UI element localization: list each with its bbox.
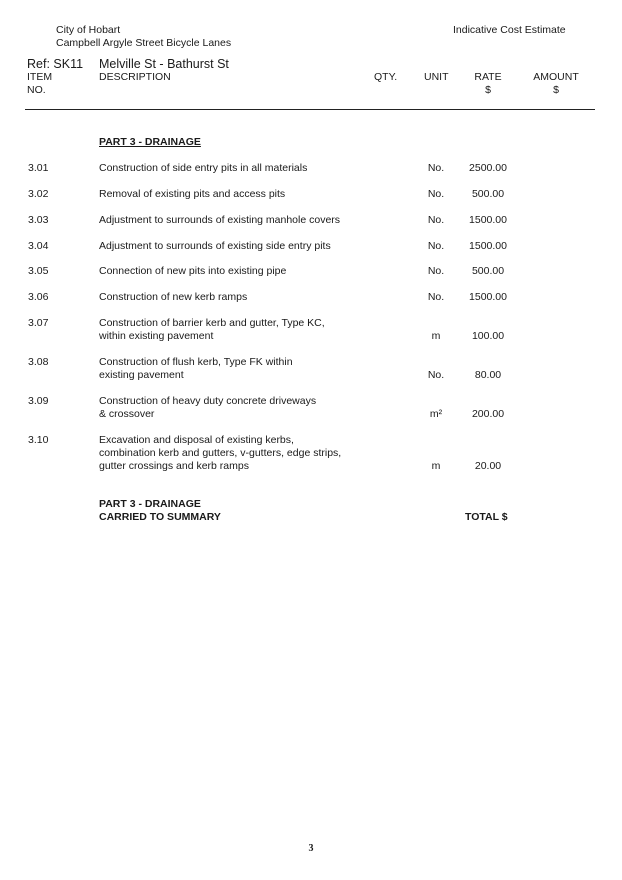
item-unit: No. [427, 369, 445, 381]
item-rate: 20.00 [474, 460, 502, 472]
item-description [99, 317, 359, 343]
item-description [99, 162, 359, 175]
col-unit-header: UNIT [424, 71, 449, 83]
item-number: 3.10 [28, 434, 49, 446]
col-amount-unit: $ [553, 84, 559, 96]
description-line: Construction of side entry pits in all materials [99, 162, 308, 174]
description-line: Excavation and disposal of existing kerbs, [99, 434, 294, 446]
description-line: & crossover [99, 408, 155, 420]
item-number: 3.09 [28, 395, 49, 407]
item-unit: No. [427, 291, 445, 303]
col-amount-header: AMOUNT [533, 71, 579, 83]
item-rate: 500.00 [471, 265, 505, 277]
item-number: 3.08 [28, 356, 49, 368]
item-number: 3.03 [28, 214, 49, 226]
item-number: 3.04 [28, 240, 49, 252]
item-rate: 500.00 [471, 188, 505, 200]
col-description-header: DESCRIPTION [99, 71, 171, 83]
description-line: Removal of existing pits and access pits [99, 188, 286, 200]
item-rate: 1500.00 [469, 214, 507, 226]
item-rate: 80.00 [474, 369, 502, 381]
document-type: Indicative Cost Estimate [453, 24, 566, 36]
description-line: Construction of heavy duty concrete driveways [99, 395, 317, 407]
item-description [99, 265, 359, 278]
item-description [99, 395, 359, 421]
reference-title: Melville St - Bathurst St [99, 57, 229, 71]
item-description [99, 188, 359, 201]
col-rate-unit: $ [485, 84, 491, 96]
item-unit: m [431, 330, 441, 342]
description-line: within existing pavement [99, 330, 214, 342]
col-rate-header: RATE [474, 71, 502, 83]
section-title: PART 3 - DRAINAGE [99, 136, 201, 148]
summary-section-title: PART 3 - DRAINAGE [99, 498, 201, 510]
description-line: Connection of new pits into existing pipe [99, 265, 287, 277]
item-unit: No. [427, 188, 445, 200]
item-number: 3.01 [28, 162, 49, 174]
description-line: Construction of flush kerb, Type FK within [99, 356, 293, 368]
item-rate: 200.00 [471, 408, 505, 420]
header-divider [25, 109, 595, 110]
col-qty-header: QTY. [374, 71, 398, 83]
item-unit: No. [427, 240, 445, 252]
item-description [99, 291, 359, 304]
col-item-header: ITEM [27, 71, 53, 83]
description-line: combination kerb and gutters, v-gutters, edge strips, [99, 447, 342, 459]
item-rate: 100.00 [471, 330, 505, 342]
item-description [99, 356, 359, 382]
item-rate: 2500.00 [469, 162, 507, 174]
item-number: 3.06 [28, 291, 49, 303]
description-line: existing pavement [99, 369, 184, 381]
item-number: 3.02 [28, 188, 49, 200]
item-unit: No. [427, 162, 445, 174]
item-unit: m² [429, 408, 443, 420]
item-rate: 1500.00 [469, 240, 507, 252]
summary-total-label: TOTAL $ [465, 511, 508, 523]
col-item-header-no: NO. [27, 84, 46, 96]
item-number: 3.07 [28, 317, 49, 329]
page-number: 3 [308, 843, 314, 854]
org-name: City of Hobart [56, 24, 121, 36]
item-number: 3.05 [28, 265, 49, 277]
description-line: Construction of barrier kerb and gutter, Type KC, [99, 317, 325, 329]
summary-carried-label: CARRIED TO SUMMARY [99, 511, 221, 523]
item-description [99, 434, 359, 473]
item-unit: No. [427, 214, 445, 226]
item-rate: 1500.00 [469, 291, 507, 303]
item-description [99, 240, 359, 253]
description-line: Adjustment to surrounds of existing side entry pits [99, 240, 331, 252]
item-unit: No. [427, 265, 445, 277]
reference-label: Ref: SK11 [27, 57, 84, 71]
item-unit: m [431, 460, 441, 472]
description-line: Adjustment to surrounds of existing manhole covers [99, 214, 341, 226]
item-description [99, 214, 359, 227]
description-line: Construction of new kerb ramps [99, 291, 248, 303]
project-name: Campbell Argyle Street Bicycle Lanes [56, 37, 232, 49]
description-line: gutter crossings and kerb ramps [99, 460, 249, 472]
